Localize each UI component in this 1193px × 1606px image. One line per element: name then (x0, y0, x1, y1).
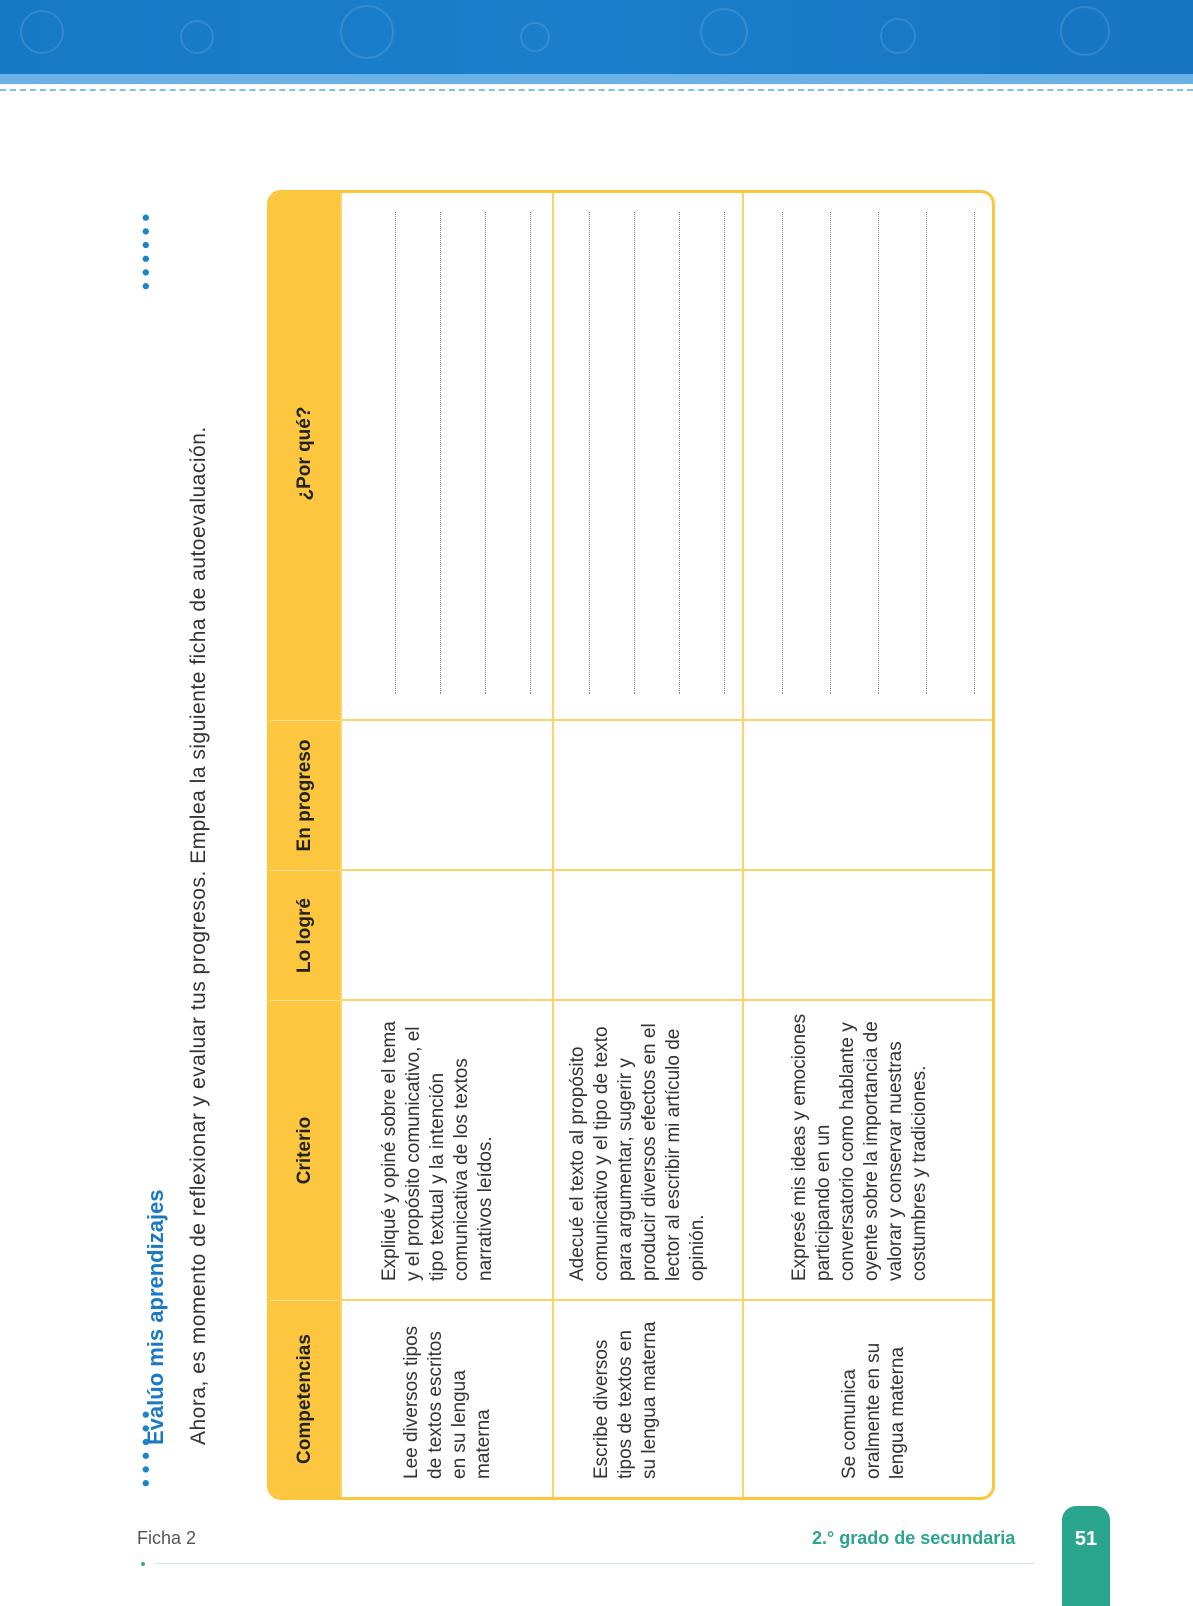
header-lo-logre: Lo logré (270, 871, 340, 1001)
competencia-cell (554, 1301, 742, 1497)
header-por-que: ¿Por qué? (270, 190, 340, 721)
lo-logre-cell[interactable] (744, 871, 995, 1001)
page-number: 51 (1074, 1528, 1098, 1550)
criterio-cell (342, 1001, 552, 1301)
competencia-text: Se comunica oralmente en su lengua materna (839, 1342, 908, 1479)
footer-dot (141, 1562, 145, 1566)
heading-dots-right: •••••• (133, 207, 158, 290)
banner-dashed-line (0, 89, 1193, 91)
criterio-cell (744, 1001, 995, 1301)
criterio-cell (554, 1001, 742, 1301)
heading-dots-left: •••••• (133, 1404, 158, 1487)
footer-grade-label: 2.° grado de secundaria (812, 1528, 1016, 1548)
rotated-content (135, 160, 1015, 1500)
lo-logre-cell[interactable] (342, 871, 552, 1001)
table-row (340, 193, 552, 1497)
section-intro: Ahora, es momento de reflexionar y evaluar tus progresos. Emplea la siguiente ficha de autoevaluación. (187, 426, 210, 1445)
por-que-cell[interactable] (342, 190, 552, 721)
writing-lines (342, 212, 552, 694)
header-competencias: Competencias (294, 1334, 315, 1464)
criterio-text: Expliqué y opiné sobre el tema y el propósito comunicativo, el tipo textual y la intención comunicativa de los textos narrativos leídos. (379, 1021, 496, 1281)
en-progreso-cell[interactable] (554, 721, 742, 871)
competencia-cell (744, 1301, 995, 1497)
banner-stripe (0, 74, 1193, 84)
top-banner (0, 0, 1193, 74)
table-row (552, 193, 742, 1497)
footer-rule (155, 1563, 1035, 1564)
en-progreso-cell[interactable] (744, 721, 995, 871)
competencia-cell (342, 1301, 552, 1497)
competencia-text: Escribe diversos tipos de textos en su lengua materna (591, 1321, 660, 1479)
table-header (270, 193, 340, 1497)
page-number-tab (1062, 1506, 1110, 1606)
header-criterio: Criterio (270, 1001, 340, 1301)
writing-lines (554, 212, 742, 694)
footer-ficha-label: Ficha 2 (137, 1528, 197, 1548)
competencia-text: Lee diversos tipos de textos escritos en su lengua materna (401, 1325, 494, 1479)
criterio-text: Expresé mis ideas y emociones participando en un conversatorio como hablante y oyente sobre la importancia de valorar y conservar nuestras costumbres y tradiciones. (789, 1013, 930, 1281)
por-que-cell[interactable] (744, 190, 995, 721)
lo-logre-cell[interactable] (554, 871, 742, 1001)
header-en-progreso: En progreso (270, 721, 340, 871)
en-progreso-cell[interactable] (342, 721, 552, 871)
self-assessment-table (267, 190, 995, 1500)
table-row (742, 193, 995, 1497)
section-title: Evalúo mis aprendizajes (143, 1189, 168, 1445)
por-que-cell[interactable] (554, 190, 742, 721)
writing-lines (744, 212, 995, 694)
criterio-text: Adecué el texto al propósito comunicativo y el tipo de texto para argumentar, sugerir y producir diversos efectos en el lector al escribir mi artículo de opinión. (567, 1023, 708, 1281)
